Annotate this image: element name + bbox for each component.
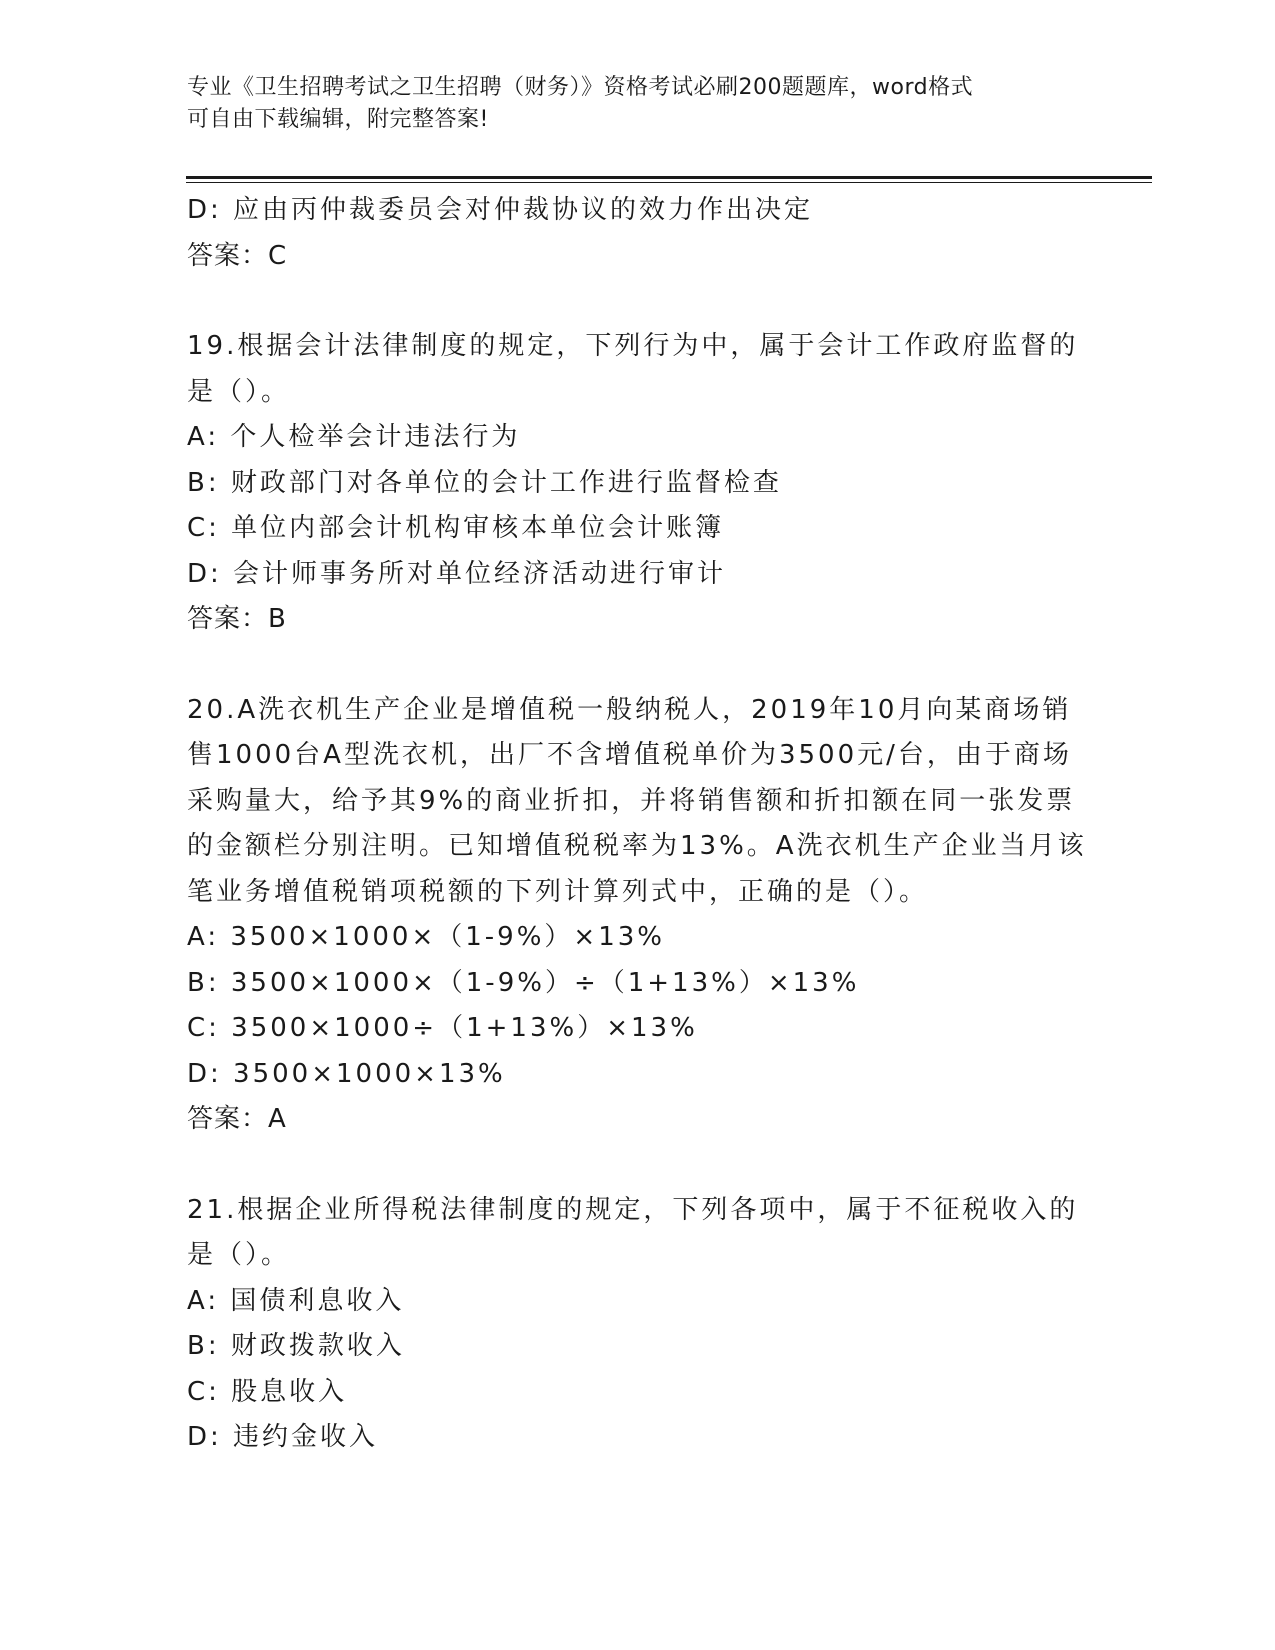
question-stem-line: 21.根据企业所得税法律制度的规定，下列各项中，属于不征税收入的 bbox=[187, 1194, 1079, 1225]
question-stem-line: 19.根据会计法律制度的规定，下列行为中，属于会计工作政府监督的 bbox=[187, 331, 1079, 361]
header-divider-thick bbox=[186, 176, 1152, 179]
header-divider-thin bbox=[186, 182, 1152, 183]
option-d: D: 会计师事务所对单位经济活动进行审计 bbox=[187, 558, 727, 589]
question-18-tail bbox=[187, 188, 1077, 279]
answer-line: 答案：B bbox=[187, 604, 287, 634]
question-19 bbox=[187, 324, 1077, 643]
spacer bbox=[187, 1143, 1077, 1188]
option-b: B: 财政拨款收入 bbox=[187, 1331, 405, 1361]
question-stem-line: 的金额栏分别注明。已知增值税税率为13%。A洗衣机生产企业当月该 bbox=[187, 831, 1087, 861]
question-stem-line: 笔业务增值税销项税额的下列计算列式中，正确的是（）。 bbox=[187, 876, 929, 907]
header-title-line-1: 专业《卫生招聘考试之卫生招聘（财务）》资格考试必刷200题题库，word格式 bbox=[187, 75, 974, 100]
option-a: A: 国债利息收入 bbox=[187, 1285, 405, 1316]
answer-line: 答案：A bbox=[187, 1104, 287, 1134]
spacer bbox=[187, 643, 1077, 688]
option-d: D: 应由丙仲裁委员会对仲裁协议的效力作出决定 bbox=[187, 195, 814, 225]
question-stem-line: 采购量大，给予其9%的商业折扣，并将销售额和折扣额在同一张发票 bbox=[187, 785, 1076, 816]
option-c: C: 3500×1000÷（1+13%）×13% bbox=[187, 1013, 698, 1043]
option-c: C: 股息收入 bbox=[187, 1376, 348, 1407]
question-21 bbox=[187, 1188, 1077, 1461]
spacer bbox=[187, 279, 1077, 324]
option-a: A: 3500×1000×（1-9%）×13% bbox=[187, 922, 666, 952]
question-stem-line: 售1000台A型洗衣机，出厂不含增值税单价为3500元/台，由于商场 bbox=[187, 740, 1072, 770]
question-stem-line: 是（）。 bbox=[187, 376, 291, 407]
question-stem-line: 是（）。 bbox=[187, 1240, 291, 1270]
answer-line: 答案：C bbox=[187, 240, 288, 271]
question-stem-line: 20.A洗衣机生产企业是增值税一般纳税人，2019年10月向某商场销 bbox=[187, 694, 1072, 725]
option-d: D: 违约金收入 bbox=[187, 1422, 379, 1452]
option-c: C: 单位内部会计机构审核本单位会计账簿 bbox=[187, 513, 725, 543]
option-a: A: 个人检举会计违法行为 bbox=[187, 422, 521, 452]
document-body bbox=[187, 188, 1087, 1461]
option-b: B: 财政部门对各单位的会计工作进行监督检查 bbox=[187, 467, 782, 498]
header-title-line-2: 可自由下载编辑，附完整答案! bbox=[187, 107, 489, 132]
option-d: D: 3500×1000×13% bbox=[187, 1058, 506, 1089]
question-20 bbox=[187, 688, 1087, 1143]
document-header bbox=[187, 72, 1067, 136]
option-b: B: 3500×1000×（1-9%）÷（1+13%）×13% bbox=[187, 967, 860, 998]
